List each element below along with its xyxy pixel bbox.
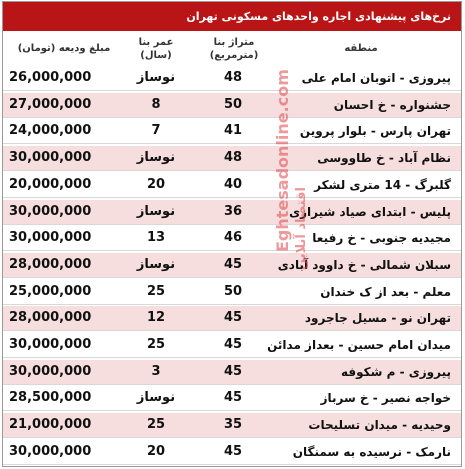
table-title: نرخ‌های پیشنهادی اجاره واحدهای مسکونی تهران xyxy=(3,2,461,31)
age-cell: نوساز xyxy=(136,150,176,166)
size-cell: 45 xyxy=(223,390,243,406)
age-cell: 25 xyxy=(146,417,166,433)
size-cell: 46 xyxy=(223,230,243,246)
size-cell: 45 xyxy=(223,337,243,352)
age-cell: 13 xyxy=(146,230,166,246)
age-cell: نوساز xyxy=(136,390,176,406)
size-cell: 50 xyxy=(223,283,243,299)
size-cell: 40 xyxy=(223,176,243,192)
deposit-cell: 21,000,000 xyxy=(9,417,92,433)
region-cell: میدان امام حسین - بعداز مدائن xyxy=(267,338,451,352)
table-row xyxy=(3,226,461,251)
size-cell: 45 xyxy=(223,256,243,272)
table-row xyxy=(3,440,461,465)
size-cell: 48 xyxy=(223,70,243,85)
deposit-cell: 28,000,000 xyxy=(9,256,92,272)
header-region: منطقه xyxy=(344,43,378,54)
table-row xyxy=(3,146,461,171)
deposit-cell: 30,000,000 xyxy=(9,230,92,246)
size-cell: 41 xyxy=(223,123,243,139)
age-cell: 20 xyxy=(146,176,166,192)
region-cell: پیروزی - اتوبان امام علی xyxy=(301,71,451,85)
region-cell: نارمک - نرسیده به سمنگان xyxy=(292,444,451,459)
age-cell: 25 xyxy=(146,283,166,299)
deposit-cell: 26,000,000 xyxy=(9,70,92,85)
table-row xyxy=(3,306,461,331)
header-size-line1: متراژ بنا xyxy=(213,36,255,48)
region-cell: معلم - بعد از ک خندان xyxy=(320,284,451,299)
table-row xyxy=(3,333,461,358)
deposit-cell: 28,500,000 xyxy=(9,390,92,406)
deposit-cell: 30,000,000 xyxy=(9,363,92,379)
size-cell: 48 xyxy=(223,150,243,166)
size-cell: 45 xyxy=(223,310,243,326)
header-age-line1: عمر بنا xyxy=(138,36,174,48)
age-cell: نوساز xyxy=(136,203,176,219)
deposit-cell: 27,000,000 xyxy=(9,96,92,112)
deposit-cell: 30,000,000 xyxy=(9,443,92,459)
age-cell: 12 xyxy=(146,310,166,326)
deposit-cell: 28,000,000 xyxy=(9,310,92,326)
table-row xyxy=(3,413,461,438)
deposit-cell: 20,000,000 xyxy=(9,176,92,192)
age-cell: نوساز xyxy=(136,70,176,85)
watermark-name: اقتصاد آنلاین xyxy=(294,187,309,270)
region-cell: پیروزی - م شکوفه xyxy=(341,364,451,379)
age-cell: 20 xyxy=(146,443,166,459)
table-row xyxy=(3,93,461,118)
header-age xyxy=(121,31,191,66)
table-row xyxy=(3,66,461,91)
age-cell: نوساز xyxy=(136,256,176,272)
header-deposit: مبلغ ودیعه (تومان) xyxy=(17,43,111,54)
table-row xyxy=(3,253,461,278)
watermark-site: Eghtesadonline.com xyxy=(273,69,292,252)
region-cell: خواجه نصیر - خ سرباز xyxy=(320,391,451,406)
deposit-cell: 24,000,000 xyxy=(9,123,92,139)
table-row xyxy=(3,360,461,385)
size-cell: 35 xyxy=(223,417,243,433)
region-cell: تهران پارس - بلوار پروین xyxy=(299,124,451,139)
size-cell: 50 xyxy=(223,96,243,112)
age-cell: 7 xyxy=(151,123,161,139)
table-row xyxy=(3,119,461,144)
price-table xyxy=(2,1,462,467)
table-row xyxy=(3,173,461,198)
age-cell: 3 xyxy=(151,363,161,379)
deposit-cell: 30,000,000 xyxy=(9,150,92,166)
region-cell: وحیدیه - میدان تسلیحات xyxy=(308,418,451,433)
region-cell: گلبرگ - 14 متری لشکر xyxy=(314,177,451,192)
deposit-cell: 30,000,000 xyxy=(9,337,92,352)
region-cell: مجیدیه جنوبی - خ رفیعا xyxy=(312,231,451,246)
region-cell: نظام آباد - خ طاووسی xyxy=(317,151,451,166)
table-header xyxy=(3,31,461,67)
size-cell: 45 xyxy=(223,363,243,379)
size-cell: 36 xyxy=(223,203,243,219)
header-age-line2: (سال) xyxy=(140,49,172,61)
deposit-cell: 25,000,000 xyxy=(9,283,92,299)
region-cell: سبلان شمالی - خ داوود آبادی xyxy=(277,257,451,272)
region-cell: جشنواره - خ احسان xyxy=(333,97,451,112)
table-row xyxy=(3,280,461,305)
region-cell: پلیس - ابتدای صیاد شیرازی xyxy=(289,204,451,219)
age-cell: 25 xyxy=(146,337,166,352)
age-cell: 8 xyxy=(151,96,161,112)
size-cell: 45 xyxy=(223,443,243,459)
deposit-cell: 30,000,000 xyxy=(9,203,92,219)
region-cell: تهران نو - مسیل جاجرود xyxy=(304,311,451,326)
header-size-line2: (مترمربع) xyxy=(209,49,259,61)
table-row xyxy=(3,386,461,411)
header-size xyxy=(199,31,269,66)
table-row xyxy=(3,200,461,225)
